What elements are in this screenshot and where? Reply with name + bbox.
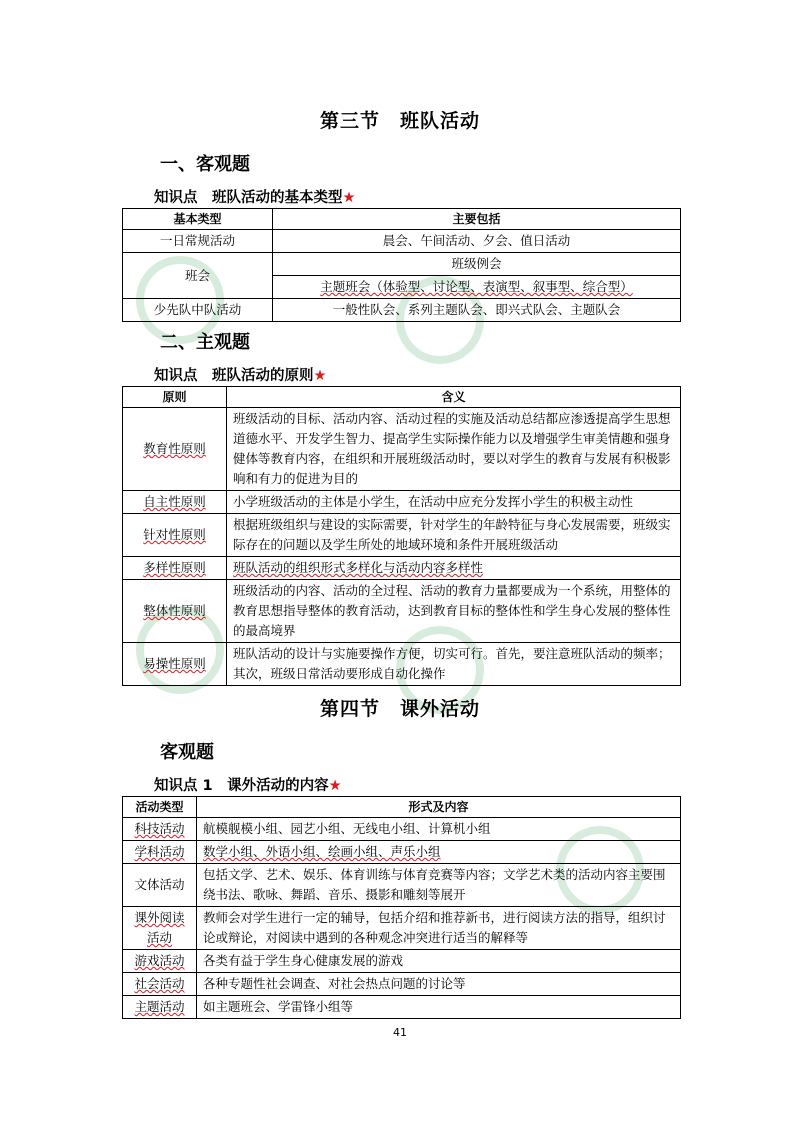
type-cell (123, 973, 197, 996)
star-icon: ★ (342, 190, 356, 206)
kp2-title (154, 364, 327, 385)
kp2-title-text: 知识点 班队活动的原则 (154, 368, 314, 384)
table-row (123, 253, 681, 276)
section4-heading: 客观题 (160, 742, 214, 763)
content-cell: 班级例会 (273, 253, 681, 276)
principle-name: 教育性原则 (143, 441, 206, 456)
content-cell: 如主题班会、学雷锋小组等 (197, 996, 681, 1019)
content-cell: 晨会、午间活动、夕会、值日活动 (273, 230, 681, 253)
content-cell: 一般性队会、系列主题队会、即兴式队会、主题队会 (273, 299, 681, 322)
section4-title: 第四节 课外活动 (319, 698, 480, 720)
activity-type: 课外阅读活动 (134, 910, 185, 945)
content-cell: 班级活动的目标、活动内容、活动过程的实施及活动总结都应渗透提高学生思想道德水平、开发学生智力、提高学生实际操作能力以及增强学生审美情趣和强身健体等教育内容，在组织和开展班级活动时，要以对学生的教育与发展有积极影响和有力的促进为目的 (227, 408, 681, 491)
kp3-title (154, 774, 342, 795)
column-header: 活动类型 (123, 797, 197, 818)
type-cell: 少先队中队活动 (123, 299, 273, 322)
content-cell (227, 557, 681, 580)
content-cell: 小学班级活动的主体是小学生，在活动中应充分发挥小学生的积极主动性 (227, 491, 681, 514)
content-cell: 班级活动的内容、活动的全过程、活动的教育力量都要成为一个系统，用整体的教育思想指导整体的教育活动，达到教育目标的整体性和学生身心发展的整体性的最高境界 (227, 580, 681, 643)
principle-name: 针对性原则 (143, 527, 206, 542)
principle-cell (123, 491, 227, 514)
principle-cell (123, 514, 227, 557)
content-cell: 各种专题性社会调查、对社会热点问题的讨论等 (197, 973, 681, 996)
underlined-text: 班队活动的组织形式多样化与活动内容多样性 (233, 560, 484, 575)
extracurricular-table (122, 796, 681, 1019)
principle-name: 易操性原则 (143, 656, 206, 671)
kp3-title-text: 知识点 1 课外活动的内容 (154, 778, 329, 794)
content-cell: 包括文学、艺术、娱乐、体育训练与体育竞赛等内容；文学艺术类的活动内容主要围绕书法、歌咏、舞蹈、音乐、摄影和雕刻等展开 (197, 864, 681, 907)
principle-name: 自主性原则 (143, 494, 206, 509)
table-row (123, 950, 681, 973)
table-row (123, 818, 681, 841)
table-row (123, 491, 681, 514)
table-row (123, 841, 681, 864)
table-row (123, 557, 681, 580)
table-row (123, 514, 681, 557)
content-cell (197, 841, 681, 864)
type-cell: 文体活动 (123, 864, 197, 907)
principle-name: 整体性原则 (143, 603, 206, 618)
table-row (123, 408, 681, 491)
underlined-text: 主题班会（体验型、讨论型、表演型、叙事型、综合型） (320, 279, 633, 294)
table-header (123, 797, 681, 818)
table-row (123, 864, 681, 907)
type-cell: 班会 (123, 253, 273, 299)
column-header: 形式及内容 (197, 797, 681, 818)
activity-type: 主题活动 (134, 999, 185, 1014)
table-row (123, 973, 681, 996)
basic-types-table (122, 208, 681, 322)
activity-type: 游戏活动 (134, 953, 185, 968)
content-cell: 各类有益于学生身心健康发展的游戏 (197, 950, 681, 973)
activity-type: 学科活动 (134, 844, 185, 859)
principle-cell (123, 580, 227, 643)
column-header: 含义 (227, 387, 681, 408)
principle-name: 多样性原则 (143, 560, 206, 575)
content-cell: 班队活动的设计与实施要操作方便，切实可行。首先，要注意班队活动的频率；其次，班级日常活动要形成自动化操作 (227, 643, 681, 686)
kp1-title-text: 知识点 班队活动的基本类型 (154, 190, 343, 206)
content-cell (273, 276, 681, 299)
page-number: 41 (393, 1026, 407, 1039)
principle-cell (123, 643, 227, 686)
table-row (123, 996, 681, 1019)
table-row (123, 299, 681, 322)
content-cell: 根据班级组织与建设的实际需要，针对学生的年龄特征与身心发展需要，班级实际存在的问题以及学生所处的地域环境和条件开展班级活动 (227, 514, 681, 557)
star-icon: ★ (328, 778, 342, 794)
principles-table (122, 386, 681, 686)
principle-cell (123, 408, 227, 491)
underlined-text: 数学小组、外语小组、绘画小组、声乐小组 (203, 844, 441, 859)
table-row (123, 907, 681, 950)
type-cell (123, 841, 197, 864)
section3-title: 第三节 班队活动 (319, 110, 480, 132)
part1-heading: 一、客观题 (160, 154, 250, 175)
table-row (123, 230, 681, 253)
content-cell: 教师会对学生进行一定的辅导，包括介绍和推荐新书，进行阅读方法的指导，组织讨论或辩论，对阅读中遇到的各种观念冲突进行适当的解释等 (197, 907, 681, 950)
column-header: 主要包括 (273, 209, 681, 230)
table-row (123, 580, 681, 643)
column-header: 原则 (123, 387, 227, 408)
type-cell: 一日常规活动 (123, 230, 273, 253)
table-header (123, 387, 681, 408)
part2-heading: 二、主观题 (160, 332, 250, 353)
kp1-title (154, 186, 356, 207)
column-header: 基本类型 (123, 209, 273, 230)
type-cell (123, 818, 197, 841)
star-icon: ★ (313, 368, 327, 384)
principle-cell (123, 557, 227, 580)
type-cell (123, 950, 197, 973)
table-row (123, 643, 681, 686)
type-cell (123, 996, 197, 1019)
activity-type: 科技活动 (134, 821, 185, 836)
content-cell: 航模舰模小组、园艺小组、无线电小组、计算机小组 (197, 818, 681, 841)
table-header (123, 209, 681, 230)
activity-type: 社会活动 (134, 976, 185, 991)
type-cell (123, 907, 197, 950)
